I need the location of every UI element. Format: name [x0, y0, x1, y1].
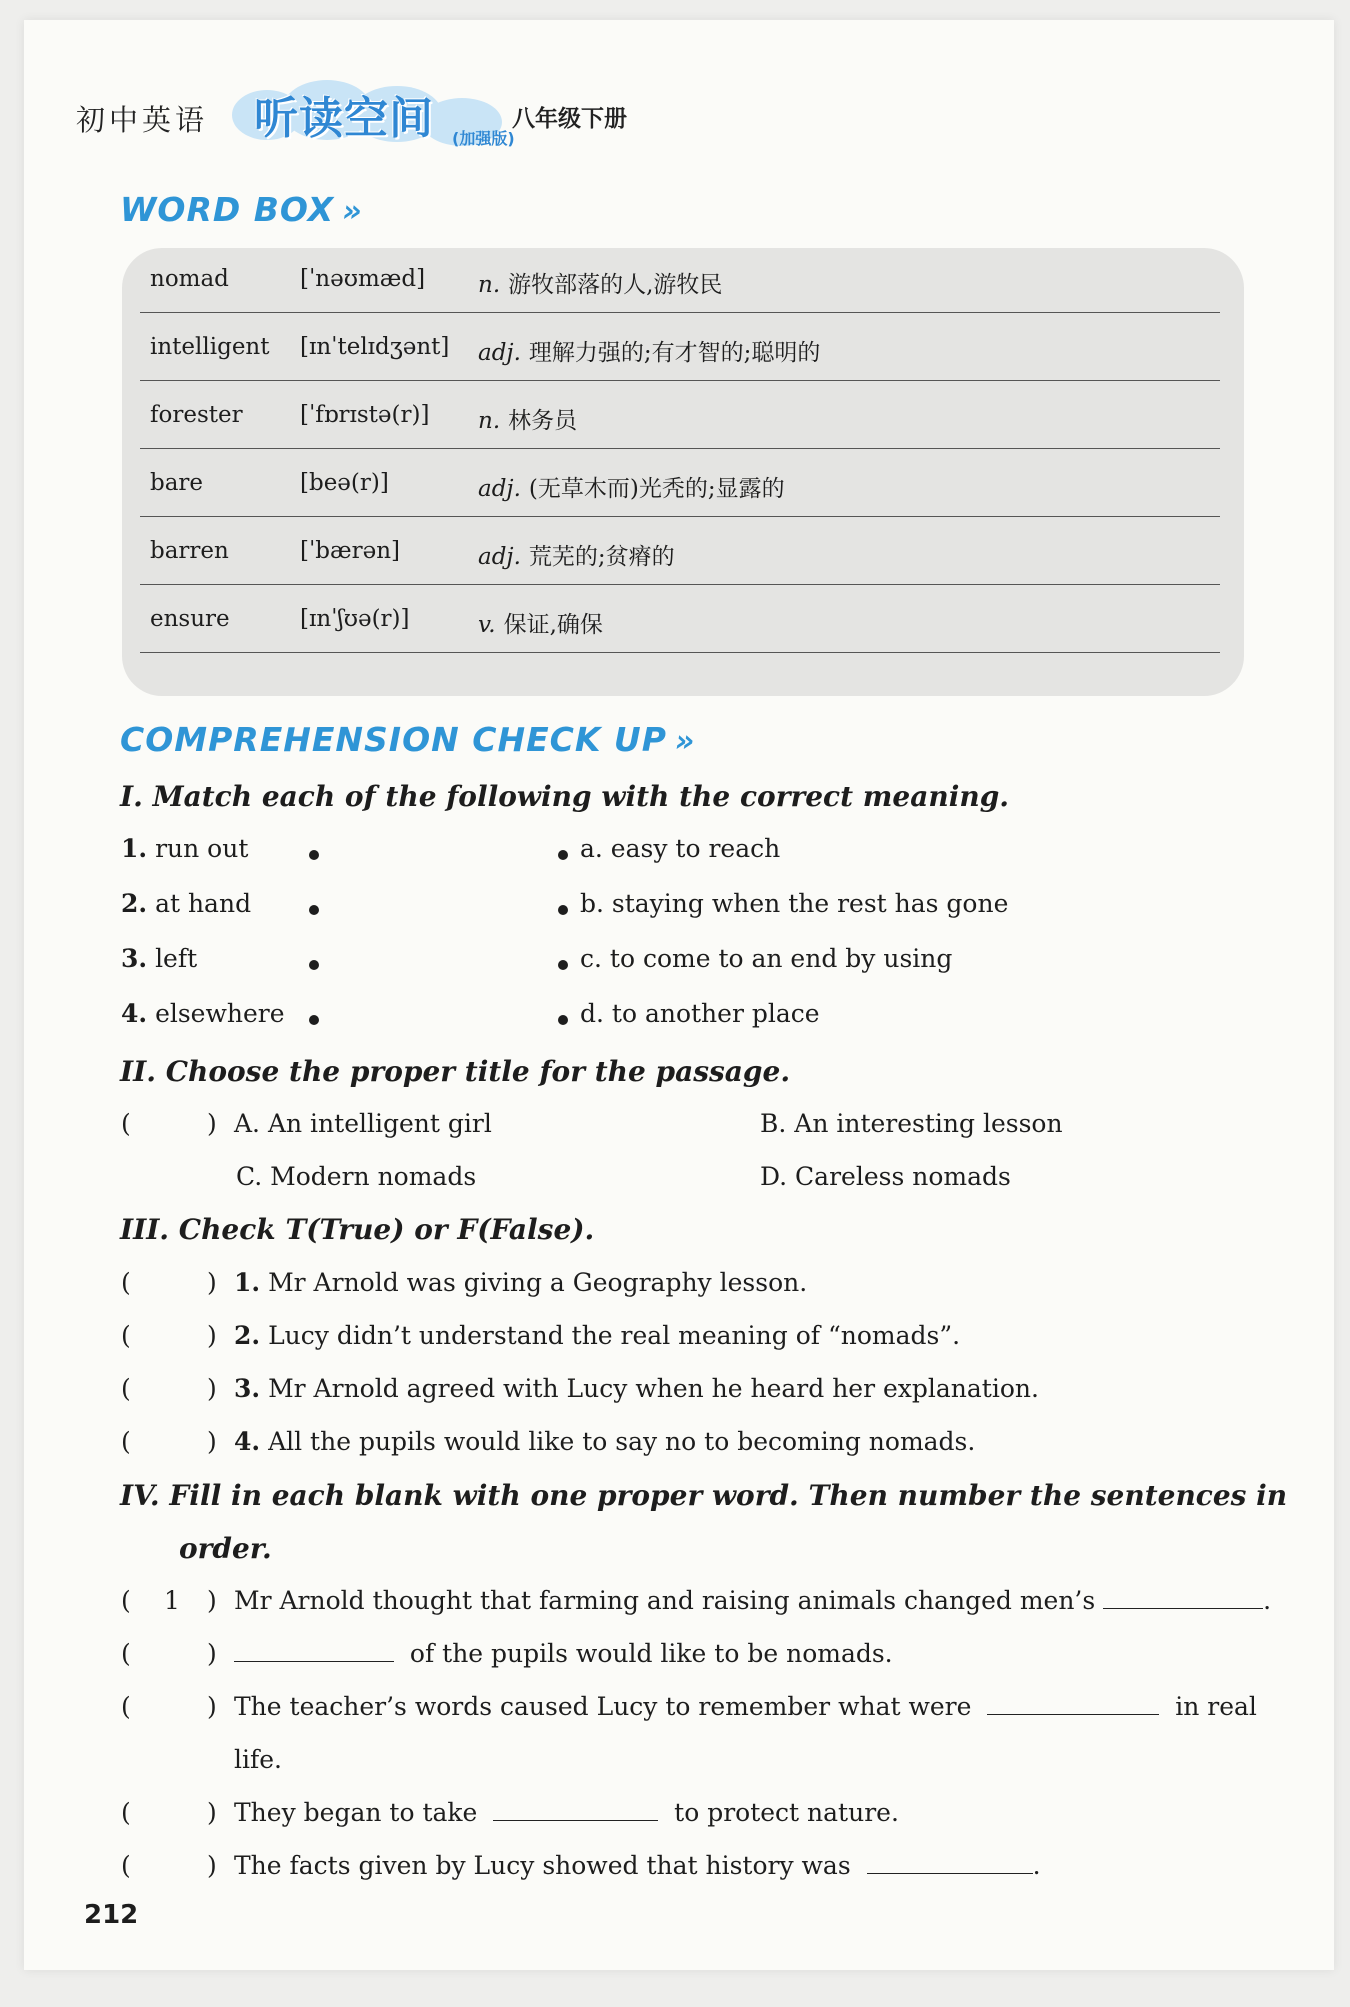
word: barren: [150, 538, 229, 564]
phonetic: [beə(r)]: [300, 470, 389, 496]
part4-instruction: IV. Fill in each blank with one proper word. Then number the sentences in: [120, 1479, 1288, 1512]
brand-subtitle: (加强版): [452, 129, 515, 148]
title-option: B. An interesting lesson: [760, 1109, 1063, 1138]
tf-statement: 3. Mr Arnold agreed with Lucy when he heard her explanation.: [234, 1374, 1039, 1403]
answer-paren-close: ): [207, 1639, 217, 1668]
page: [24, 20, 1334, 1970]
match-right-item: b. staying when the rest has gone: [580, 889, 1009, 918]
word-row: [140, 256, 1220, 313]
answer-paren-open[interactable]: (: [121, 1798, 131, 1827]
fill-sentence: of the pupils would like to be nomads.: [234, 1639, 893, 1668]
answer-paren-open[interactable]: (: [121, 1109, 131, 1138]
title-option: C. Modern nomads: [236, 1162, 477, 1191]
order-answer: 1: [164, 1586, 180, 1615]
answer-paren-open[interactable]: (: [121, 1639, 131, 1668]
meaning: n. 游牧部落的人,游牧民: [478, 272, 723, 298]
blank-field[interactable]: [867, 1851, 1033, 1874]
match-left-item: 4. elsewhere: [121, 999, 285, 1028]
word-row: [140, 324, 1220, 381]
word: ensure: [150, 606, 230, 632]
answer-paren-open[interactable]: (: [121, 1268, 131, 1297]
match-dot[interactable]: [558, 905, 568, 915]
answer-paren-close: ): [207, 1321, 217, 1350]
phonetic: [ˈnəʊmæd]: [300, 266, 426, 292]
answer-paren-close: ): [207, 1109, 217, 1138]
answer-paren-open[interactable]: (: [121, 1374, 131, 1403]
part2-instruction: II. Choose the proper title for the passage.: [120, 1055, 791, 1088]
fill-sentence: They began to take to protect nature.: [234, 1798, 899, 1827]
match-left-item: 3. left: [121, 944, 198, 973]
double-chevron-icon: »: [342, 194, 363, 229]
match-right-item: d. to another place: [580, 999, 820, 1028]
double-chevron-icon: »: [674, 724, 696, 759]
word: intelligent: [150, 334, 270, 360]
match-left-item: 1. run out: [121, 834, 249, 863]
answer-paren-close: ): [207, 1586, 217, 1615]
meaning: v. 保证,确保: [478, 612, 603, 638]
title-option: A. An intelligent girl: [234, 1109, 492, 1138]
answer-paren-open[interactable]: (: [121, 1321, 131, 1350]
meaning: adj. 理解力强的;有才智的;聪明的: [478, 340, 821, 366]
tf-statement: 4. All the pupils would like to say no to becoming nomads.: [234, 1427, 976, 1456]
word: nomad: [150, 266, 229, 292]
fill-sentence: Mr Arnold thought that farming and raising animals changed men’s .: [234, 1586, 1272, 1615]
blank-field[interactable]: [987, 1692, 1159, 1715]
meaning: adj. (无草木而)光秃的;显露的: [478, 476, 785, 502]
part4-instruction-cont: order.: [179, 1532, 272, 1565]
match-left-item: 2. at hand: [121, 889, 252, 918]
page-number: 212: [84, 1900, 139, 1930]
match-right-item: a. easy to reach: [580, 834, 781, 863]
match-dot[interactable]: [309, 960, 319, 970]
answer-paren-open[interactable]: (: [121, 1692, 131, 1721]
phonetic: [ɪnˈʃʊə(r)]: [300, 606, 410, 632]
blank-field[interactable]: [493, 1798, 658, 1821]
title-option: D. Careless nomads: [760, 1162, 1011, 1191]
brand-logo: [232, 76, 532, 156]
tf-statement: 2. Lucy didn’t understand the real meaning of “nomads”.: [234, 1321, 961, 1350]
answer-paren-close: ): [207, 1798, 217, 1827]
tf-statement: 1. Mr Arnold was giving a Geography lesson.: [234, 1268, 808, 1297]
meaning: n. 林务员: [478, 408, 578, 434]
word: bare: [150, 470, 204, 496]
fill-sentence-cont: life.: [234, 1745, 282, 1774]
match-dot[interactable]: [309, 850, 319, 860]
match-dot[interactable]: [558, 960, 568, 970]
word-box: [122, 248, 1244, 696]
blank-field[interactable]: [234, 1639, 394, 1662]
match-dot[interactable]: [558, 850, 568, 860]
part1-instruction: I. Match each of the following with the correct meaning.: [120, 780, 1010, 813]
answer-paren-close: ): [207, 1268, 217, 1297]
fill-sentence: The teacher’s words caused Lucy to remember what were in real: [234, 1692, 1257, 1721]
series-title: 初中英语: [76, 103, 209, 137]
answer-paren-open[interactable]: (: [121, 1586, 131, 1615]
word-box-heading: WORD BOX »: [120, 190, 363, 229]
brand-title: 听读空间: [254, 93, 434, 144]
phonetic: [ˈbærən]: [300, 538, 401, 564]
comprehension-heading: COMPREHENSION CHECK UP »: [120, 720, 696, 759]
match-dot[interactable]: [558, 1015, 568, 1025]
match-dot[interactable]: [309, 905, 319, 915]
phonetic: [ɪnˈtelɪdʒənt]: [300, 334, 450, 360]
word-row: [140, 392, 1220, 449]
answer-paren-close: ): [207, 1427, 217, 1456]
answer-paren-open[interactable]: (: [121, 1851, 131, 1880]
part3-instruction: III. Check T(True) or F(False).: [120, 1213, 595, 1246]
match-dot[interactable]: [309, 1015, 319, 1025]
match-right-item: c. to come to an end by using: [580, 944, 953, 973]
word-row: [140, 528, 1220, 585]
word-row: [140, 596, 1220, 653]
answer-paren-close: ): [207, 1374, 217, 1403]
word-row: [140, 460, 1220, 517]
meaning: adj. 荒芜的;贫瘠的: [478, 544, 675, 570]
word: forester: [150, 402, 243, 428]
fill-sentence: The facts given by Lucy showed that history was .: [234, 1851, 1041, 1880]
grade-label: 八年级下册: [512, 106, 627, 132]
blank-field[interactable]: [1103, 1586, 1263, 1609]
phonetic: [ˈfɒrɪstə(r)]: [300, 402, 430, 428]
answer-paren-close: ): [207, 1851, 217, 1880]
answer-paren-close: ): [207, 1692, 217, 1721]
answer-paren-open[interactable]: (: [121, 1427, 131, 1456]
